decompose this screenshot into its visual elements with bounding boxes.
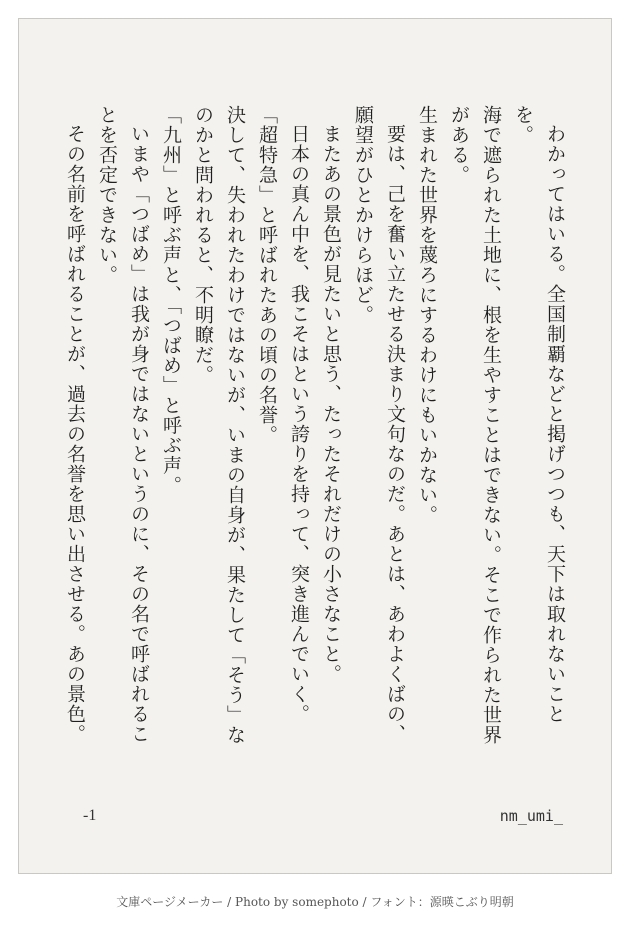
paragraph: 要は、己を奮い立たせる決まり文句なのだ。あとは、あわよくばの、願望がひとかけらほど。 <box>352 105 406 744</box>
paragraph: わかってはいる。全国制覇などと掲げつつも、天下は取れないことを。 <box>512 105 566 724</box>
paragraph: 「九州」と呼ぶ声と、「つばめ」と呼ぶ声。 <box>160 105 182 496</box>
paragraph: その名前を呼ばれることが、過去の名誉を思い出させる。あの景色。 <box>64 124 86 744</box>
page-number: -1 <box>83 807 97 824</box>
paragraph: 「超特急」と呼ばれたあの頃の名誉。 <box>256 105 278 445</box>
paragraph: いまや「つばめ」は我が身ではないというのに、その名で呼ばれることを否定できない。 <box>96 105 150 744</box>
vertical-body-text <box>59 105 571 745</box>
paragraph: またあの景色が見たいと思う、たったそれだけの小さなこと。 <box>320 124 342 684</box>
paragraph: 海で遮られた土地に、根を生やすことはできない。そこで作られた世界がある。 <box>448 105 502 745</box>
paragraph: 日本の真ん中を、我こそはという誇りを持って、突き進んでいく。 <box>288 124 310 724</box>
book-page <box>18 18 612 874</box>
paragraph: 生まれた世界を蔑ろにするわけにもいかない。 <box>416 105 438 525</box>
credits-line: 文庫ページメーカー / Photo by somephoto / フォント：源暎こぶり明朝 <box>116 895 514 909</box>
author-handle: nm_umi_ <box>499 807 563 825</box>
paragraph: 決して、失われたわけではないが、いまの自身が、果たして「そう」なのかと問われると、不明瞭だ。 <box>192 105 246 745</box>
